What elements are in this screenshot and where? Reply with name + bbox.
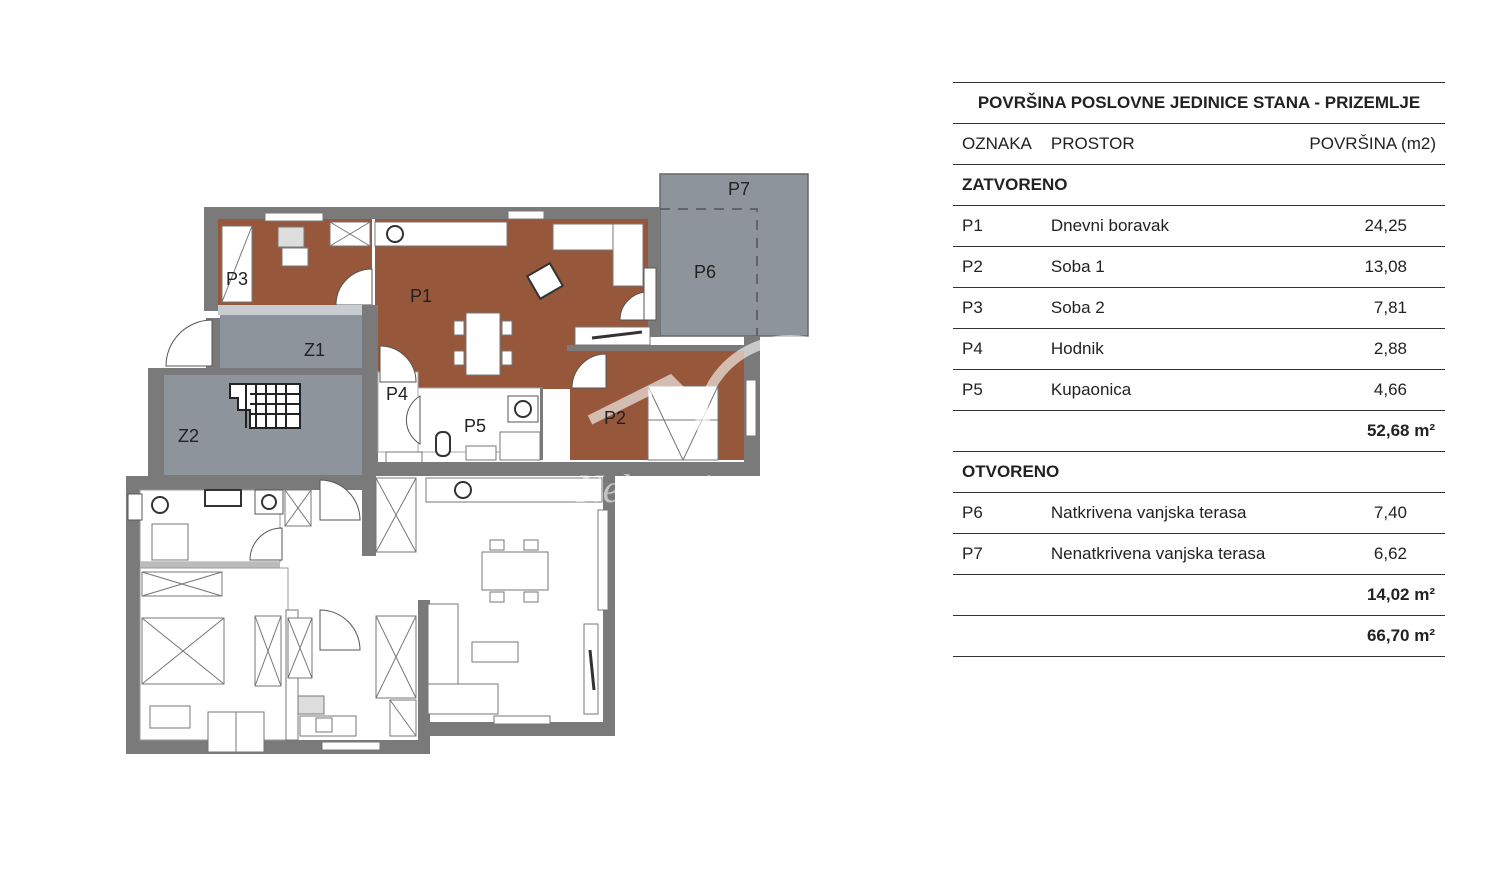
room-label-p6: P6 (694, 262, 717, 282)
row-name: Kupaonica (1042, 370, 1301, 411)
area-table (953, 82, 1445, 657)
table-row (953, 206, 1445, 247)
watermark-text: Nekretnine Omega (576, 466, 876, 511)
table-title: POVRŠINA POSLOVNE JEDINICE STANA - PRIZEMLJE (953, 83, 1445, 124)
grand-total-row (953, 616, 1445, 657)
table-row (953, 370, 1445, 411)
header-area: POVRŠINA (m2) (1300, 124, 1445, 165)
row-name: Soba 2 (1042, 288, 1301, 329)
table-row (953, 288, 1445, 329)
section-open-row (953, 452, 1445, 493)
row-code: P6 (953, 493, 1042, 534)
row-area: 7,40 (1300, 493, 1445, 534)
table-row (953, 247, 1445, 288)
open-total-row (953, 575, 1445, 616)
room-label-z2: Z2 (178, 426, 200, 446)
room-label-p7: P7 (728, 179, 751, 199)
section-closed-heading: ZATVORENO (953, 165, 1445, 206)
row-code: P2 (953, 247, 1042, 288)
row-name: Natkrivena vanjska terasa (1042, 493, 1301, 534)
row-area: 6,62 (1300, 534, 1445, 575)
table-row (953, 534, 1445, 575)
open-total: 14,02 m² (1300, 575, 1445, 616)
row-name: Soba 1 (1042, 247, 1301, 288)
room-label-p5: P5 (464, 416, 487, 436)
room-label-z1: Z1 (304, 340, 326, 360)
row-area: 4,66 (1300, 370, 1445, 411)
room-label-p4: P4 (386, 384, 409, 404)
table-row (953, 493, 1445, 534)
room-label-p2: P2 (604, 408, 627, 428)
row-code: P1 (953, 206, 1042, 247)
row-name: Nenatkrivena vanjska terasa (1042, 534, 1301, 575)
row-name: Dnevni boravak (1042, 206, 1301, 247)
room-z1-floor (220, 315, 362, 375)
header-space: PROSTOR (1042, 124, 1301, 165)
table-title-row (953, 83, 1445, 124)
section-closed-row (953, 165, 1445, 206)
grand-total: 66,70 m² (1300, 616, 1445, 657)
row-area: 13,08 (1300, 247, 1445, 288)
row-code: P3 (953, 288, 1042, 329)
header-code: OZNAKA (953, 124, 1042, 165)
room-label-p1: P1 (410, 286, 433, 306)
row-name: Hodnik (1042, 329, 1301, 370)
row-area: 24,25 (1300, 206, 1445, 247)
closed-total: 52,68 m² (1300, 411, 1445, 452)
row-code: P7 (953, 534, 1042, 575)
table-header-row (953, 124, 1445, 165)
closed-total-row (953, 411, 1445, 452)
room-label-p3: P3 (226, 269, 249, 289)
table-row (953, 329, 1445, 370)
row-code: P4 (953, 329, 1042, 370)
row-area: 2,88 (1300, 329, 1445, 370)
row-area: 7,81 (1300, 288, 1445, 329)
section-open-heading: OTVORENO (953, 452, 1445, 493)
row-code: P5 (953, 370, 1042, 411)
